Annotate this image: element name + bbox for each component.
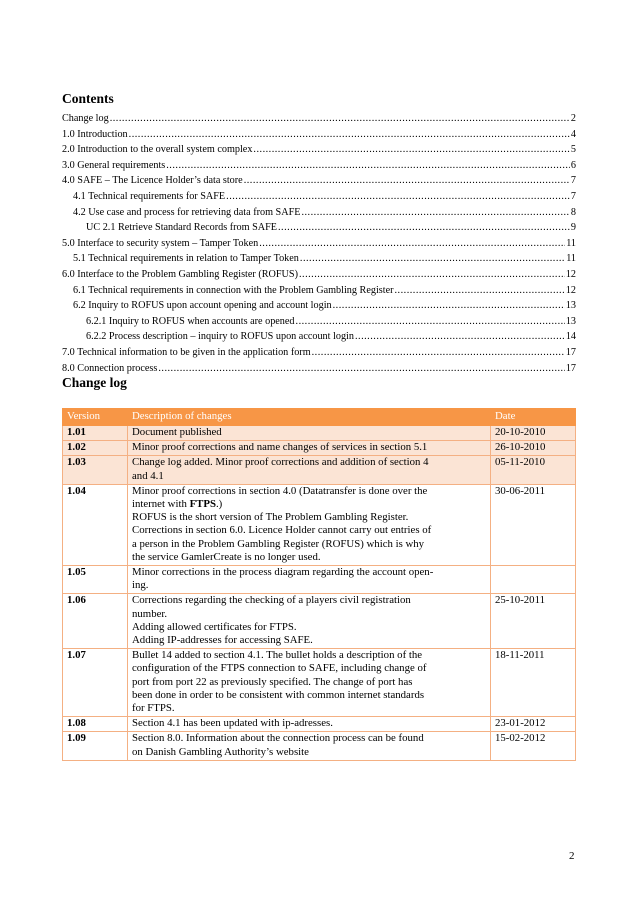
toc-entry-title: 4.0 SAFE – The Licence Holder’s data store bbox=[62, 175, 243, 187]
changelog-body bbox=[63, 426, 576, 761]
toc-leader-dots bbox=[244, 173, 570, 189]
toc-leader-dots bbox=[299, 267, 565, 283]
toc-entry-page: 8 bbox=[570, 206, 576, 218]
version-cell: 1.05 bbox=[63, 566, 128, 594]
table-row bbox=[63, 426, 576, 441]
toc-entry-page: 6 bbox=[570, 159, 576, 171]
description-line: Minor proof corrections and name changes of services in section 5.1 bbox=[132, 441, 428, 454]
description-cell bbox=[128, 441, 491, 456]
column-header-description: Description of changes bbox=[128, 409, 491, 426]
version-cell: 1.03 bbox=[63, 456, 128, 484]
toc-entry-title: 8.0 Connection process bbox=[62, 362, 158, 374]
toc-entry[interactable] bbox=[62, 220, 576, 236]
toc-entry[interactable] bbox=[62, 298, 576, 314]
description-line: port from port 22 as previously specified. The change of port has bbox=[132, 675, 413, 688]
toc-leader-dots bbox=[395, 283, 565, 299]
description-line: Corrections in section 6.0. Licence Holder cannot carry out entries of bbox=[132, 524, 432, 537]
toc-entry-page: 9 bbox=[570, 222, 576, 234]
toc-entry-page: 11 bbox=[566, 237, 576, 249]
description-cell bbox=[128, 717, 491, 732]
description-line: Section 8.0. Information about the connection process can be found bbox=[132, 732, 424, 745]
toc-entry[interactable] bbox=[62, 283, 576, 299]
date-cell bbox=[491, 566, 576, 594]
toc-leader-dots bbox=[259, 236, 565, 252]
toc-leader-dots bbox=[312, 345, 565, 361]
description-cell bbox=[128, 484, 491, 565]
description-cell bbox=[128, 426, 491, 441]
toc-entry-page: 14 bbox=[565, 331, 576, 343]
toc-leader-dots bbox=[355, 329, 565, 345]
version-cell: 1.01 bbox=[63, 426, 128, 441]
description-line: Document published bbox=[132, 426, 222, 438]
toc-leader-dots bbox=[110, 111, 570, 127]
toc-entry[interactable] bbox=[62, 158, 576, 174]
description-line: Minor corrections in the process diagram regarding the account open- bbox=[132, 566, 434, 579]
toc-entry[interactable] bbox=[62, 314, 576, 330]
description-line: for FTPS. bbox=[132, 702, 175, 715]
toc-entry-page: 2 bbox=[570, 113, 576, 124]
toc-entry[interactable] bbox=[62, 127, 576, 143]
description-line: Adding allowed certificates for FTPS. bbox=[132, 620, 297, 633]
toc-leader-dots bbox=[296, 314, 565, 330]
toc-entry-page: 7 bbox=[570, 190, 576, 202]
changelog-header-row bbox=[63, 409, 576, 426]
toc-leader-dots bbox=[278, 220, 570, 236]
description-line: Minor proof corrections in section 4.0 (Datatransfer is done over the bbox=[132, 484, 428, 497]
toc-entry-title: 6.2.1 Inquiry to ROFUS when accounts are opened bbox=[86, 315, 295, 327]
toc-entry[interactable] bbox=[62, 251, 576, 267]
toc-leader-dots bbox=[226, 189, 570, 205]
toc-entry-title: 5.1 Technical requirements in relation to Tamper Token bbox=[73, 253, 299, 265]
toc-entry-title: UC 2.1 Retrieve Standard Records from SAFE bbox=[86, 222, 277, 234]
toc-leader-dots bbox=[158, 361, 564, 377]
toc-entry-title: 4.1 Technical requirements for SAFE bbox=[73, 190, 226, 202]
toc-leader-dots bbox=[129, 127, 570, 143]
description-line: Change log added. Minor proof corrections and addition of section 4 bbox=[132, 456, 429, 469]
toc-entry-title: 4.2 Use case and process for retrieving data from SAFE bbox=[73, 206, 301, 218]
description-line: number. bbox=[132, 607, 168, 620]
column-header-version: Version bbox=[63, 409, 128, 426]
description-line: Corrections regarding the checking of a players civil registration bbox=[132, 594, 411, 607]
description-line: the service GamlerCreate is no longer used. bbox=[132, 550, 321, 563]
version-cell: 1.07 bbox=[63, 649, 128, 717]
table-row bbox=[63, 732, 576, 760]
description-cell bbox=[128, 649, 491, 717]
toc-entry[interactable] bbox=[62, 173, 576, 189]
description-line: internet with FTPS.) bbox=[132, 498, 223, 511]
toc-leader-dots bbox=[333, 298, 565, 314]
description-line: configuration of the FTPS connection to SAFE, including change of bbox=[132, 662, 427, 675]
description-line: Adding IP-addresses for accessing SAFE. bbox=[132, 634, 313, 647]
toc-entry-title: 2.0 Introduction to the overall system complex bbox=[62, 144, 253, 156]
changelog-table bbox=[62, 408, 576, 761]
toc-entry-page: 7 bbox=[570, 175, 576, 187]
version-cell: 1.06 bbox=[63, 594, 128, 649]
description-line: ing. bbox=[132, 579, 149, 592]
table-row bbox=[63, 441, 576, 456]
toc-entry-page: 13 bbox=[565, 315, 576, 327]
changelog-heading: Change log bbox=[62, 375, 127, 390]
toc-entry-page: 5 bbox=[570, 144, 576, 156]
description-cell bbox=[128, 456, 491, 484]
version-cell: 1.04 bbox=[63, 484, 128, 565]
description-cell bbox=[128, 594, 491, 649]
toc-entry[interactable] bbox=[62, 142, 576, 158]
page-number: 2 bbox=[569, 850, 575, 862]
date-cell: 26-10-2010 bbox=[491, 441, 576, 456]
description-line: Bullet 14 added to section 4.1. The bullet holds a description of the bbox=[132, 649, 423, 662]
description-line: a person in the Problem Gambling Register (ROFUS) which is why bbox=[132, 537, 425, 550]
column-header-date: Date bbox=[491, 409, 576, 426]
toc-entry[interactable] bbox=[62, 267, 576, 283]
table-row bbox=[63, 717, 576, 732]
table-row bbox=[63, 594, 576, 649]
toc-entry-title: 6.0 Interface to the Problem Gambling Register (ROFUS) bbox=[62, 268, 298, 280]
toc-entry[interactable] bbox=[62, 329, 576, 345]
table-row bbox=[63, 484, 576, 565]
table-row bbox=[63, 456, 576, 484]
toc-entry-page: 12 bbox=[565, 268, 576, 280]
description-line: and 4.1 bbox=[132, 469, 164, 482]
description-cell bbox=[128, 732, 491, 760]
toc-entry-title: 5.0 Interface to security system – Tamper Token bbox=[62, 237, 259, 249]
toc-entry[interactable] bbox=[62, 205, 576, 221]
toc-entry-title: 1.0 Introduction bbox=[62, 128, 128, 140]
toc-leader-dots bbox=[253, 142, 569, 158]
toc-entry-page: 13 bbox=[565, 300, 576, 312]
description-line: on Danish Gambling Authority’s website bbox=[132, 745, 309, 758]
date-cell: 23-01-2012 bbox=[491, 717, 576, 732]
toc-leader-dots bbox=[300, 251, 565, 267]
toc-entry-title: 7.0 Technical information to be given in the application form bbox=[62, 346, 311, 358]
toc-entry[interactable] bbox=[62, 111, 576, 127]
toc-entry-title: Change log bbox=[62, 113, 109, 124]
description-line: Section 4.1 has been updated with ip-adresses. bbox=[132, 717, 333, 730]
toc-entry[interactable] bbox=[62, 345, 576, 361]
description-line: been done in order to be consistent with common internet standards bbox=[132, 688, 425, 701]
table-of-contents bbox=[62, 111, 576, 376]
date-cell: 05-11-2010 bbox=[491, 456, 576, 484]
toc-entry[interactable] bbox=[62, 236, 576, 252]
toc-entry-title: 3.0 General requirements bbox=[62, 159, 166, 171]
toc-leader-dots bbox=[166, 158, 570, 174]
date-cell: 20-10-2010 bbox=[491, 426, 576, 441]
toc-entry-page: 4 bbox=[570, 128, 576, 140]
description-cell bbox=[128, 566, 491, 594]
date-cell: 15-02-2012 bbox=[491, 732, 576, 760]
toc-entry-page: 11 bbox=[566, 253, 576, 265]
version-cell: 1.08 bbox=[63, 717, 128, 732]
table-row bbox=[63, 566, 576, 594]
toc-entry-page: 17 bbox=[565, 362, 576, 374]
date-cell: 30-06-2011 bbox=[491, 484, 576, 565]
version-cell: 1.02 bbox=[63, 441, 128, 456]
toc-entry-title: 6.1 Technical requirements in connection with the Problem Gambling Register bbox=[73, 284, 394, 296]
ftps-emphasis: FTPS bbox=[189, 498, 216, 511]
description-line: ROFUS is the short version of The Problem Gambling Register. bbox=[132, 511, 409, 524]
toc-entry[interactable] bbox=[62, 361, 576, 377]
date-cell: 18-11-2011 bbox=[491, 649, 576, 717]
toc-entry[interactable] bbox=[62, 189, 576, 205]
version-cell: 1.09 bbox=[63, 732, 128, 760]
date-cell: 25-10-2011 bbox=[491, 594, 576, 649]
toc-entry-page: 12 bbox=[565, 284, 576, 296]
toc-entry-title: 6.2 Inquiry to ROFUS upon account opening and account login bbox=[73, 300, 332, 312]
toc-entry-page: 17 bbox=[565, 346, 576, 358]
toc-leader-dots bbox=[301, 205, 569, 221]
toc-entry-title: 6.2.2 Process description – inquiry to ROFUS upon account login bbox=[86, 331, 354, 343]
table-row bbox=[63, 649, 576, 717]
contents-heading: Contents bbox=[62, 91, 114, 106]
